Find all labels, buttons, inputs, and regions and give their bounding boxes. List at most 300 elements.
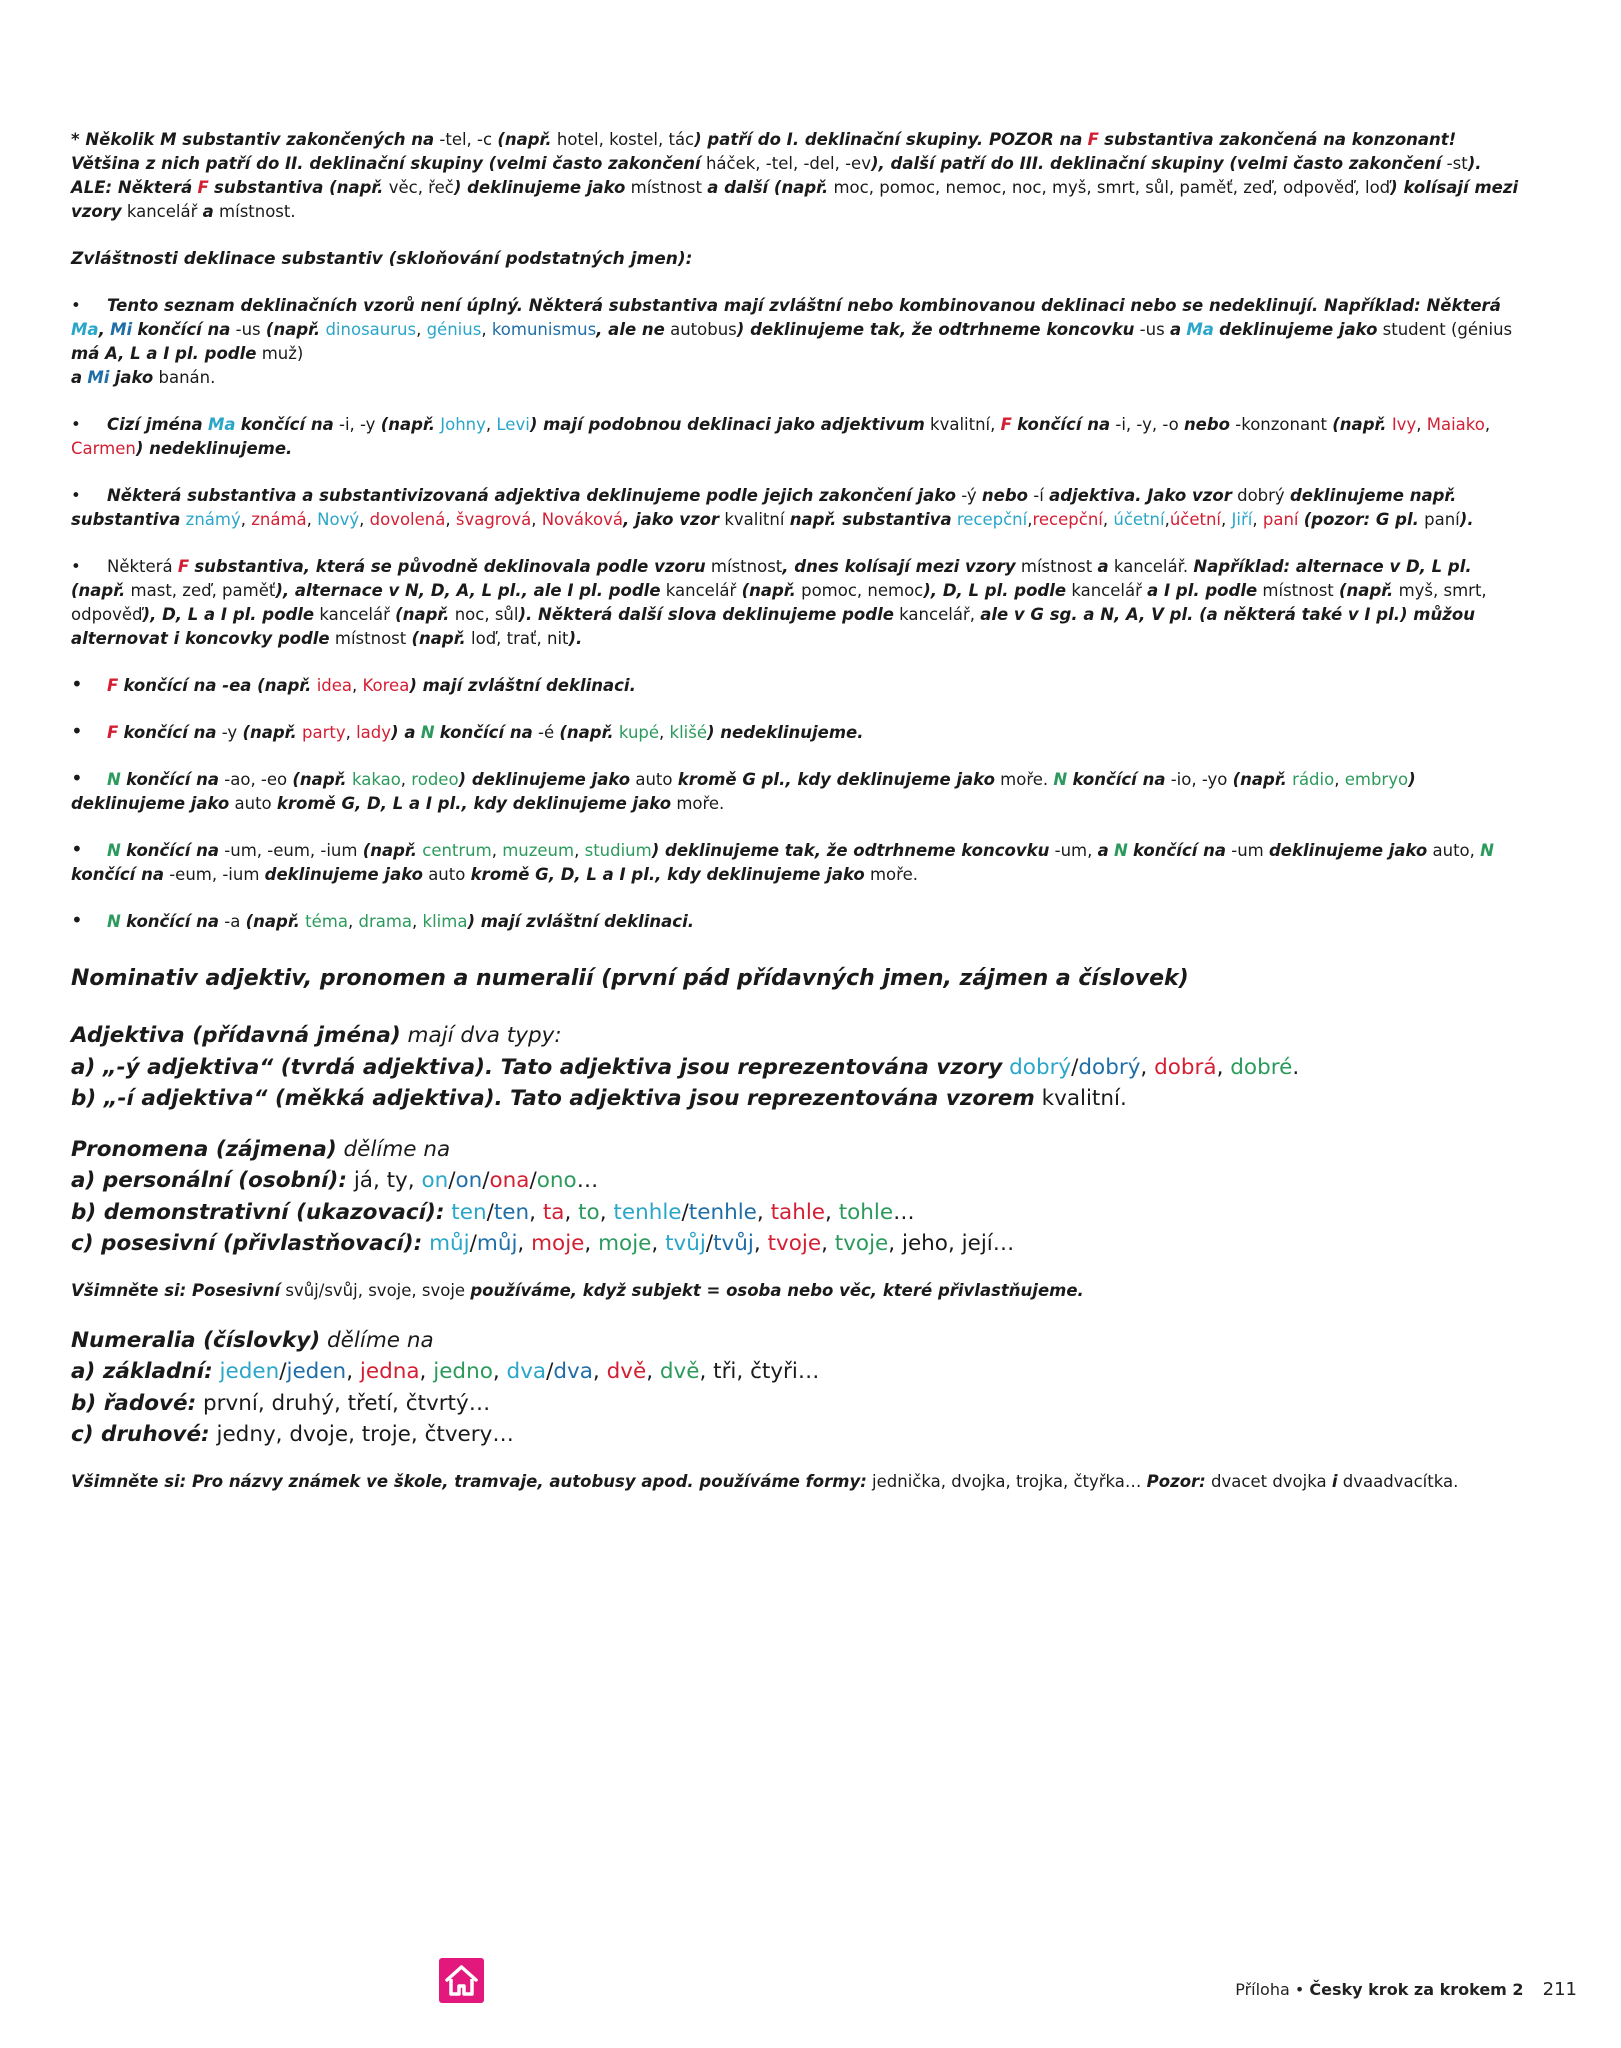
t: jako	[114, 368, 154, 387]
t: rodeo	[411, 770, 459, 789]
t: -um,	[1054, 841, 1093, 860]
t: dvě	[606, 1359, 647, 1384]
t: Maiako	[1426, 415, 1485, 434]
t: ,	[481, 320, 487, 339]
t: dvě	[659, 1359, 700, 1384]
t: N	[1053, 770, 1068, 789]
bullet-3	[71, 484, 1521, 532]
note-posesivni	[71, 1279, 1521, 1303]
t: to	[578, 1199, 600, 1225]
t: ,	[445, 510, 451, 529]
t: muž)	[261, 344, 304, 363]
t: kancelář	[1071, 581, 1142, 600]
nominativ-heading: Nominativ adjektiv, pronomen a numeralií (první pád přídavných jmen, zájmen a číslovek)	[71, 966, 1189, 991]
t: studium	[584, 841, 652, 860]
gender-tag: F	[1087, 130, 1099, 149]
t: lady	[356, 723, 392, 742]
t: ) patří do I. deklinační skupiny. POZOR na	[694, 130, 1083, 149]
numeralia-b	[71, 1388, 1521, 1420]
t: /	[1071, 1054, 1079, 1080]
t: Všimněte si: Posesivní	[71, 1280, 281, 1300]
t: Carmen	[71, 439, 136, 458]
t: b) „-í adjektiva“ (měkká adjektiva). Tato adjektiva jsou reprezentována vzorem	[71, 1086, 1035, 1111]
t: N	[107, 770, 121, 789]
t: ) deklinujeme tak, že odtrhneme koncovku	[736, 320, 1135, 339]
t: (např.	[245, 912, 300, 931]
t: dělíme na	[327, 1327, 434, 1353]
footer-section: Příloha	[1235, 1980, 1290, 1999]
t: Ivy	[1391, 415, 1417, 434]
t: ) a	[391, 723, 416, 742]
t: tenhle	[613, 1199, 682, 1225]
t: centrum	[422, 841, 492, 860]
t: Johny	[440, 415, 486, 434]
t: místnost	[630, 178, 702, 197]
t: ,	[347, 912, 354, 931]
t: švagrová	[455, 510, 532, 529]
t: ,	[574, 841, 580, 860]
t: kromě G, D, L a I pl., kdy deklinujeme jako	[276, 794, 672, 813]
t: -í	[1033, 486, 1044, 505]
t: účetní	[1169, 510, 1222, 529]
bullet-1	[71, 294, 1521, 390]
t: jedna	[359, 1359, 420, 1384]
t: první, druhý, třetí, čtvrtý…	[203, 1390, 491, 1416]
t: /	[448, 1168, 456, 1193]
t: (např.	[362, 841, 417, 860]
bullet-4	[71, 555, 1521, 651]
bullet-mark: •	[71, 908, 83, 932]
t: ) deklinujeme jako	[458, 770, 631, 789]
t: tvoje	[834, 1231, 889, 1256]
t: ). ALE: Některá	[71, 154, 1482, 197]
t: ,	[491, 841, 497, 860]
t: ,	[756, 1199, 764, 1225]
bullet-9	[71, 910, 1521, 934]
t: a) personální (osobní):	[71, 1168, 347, 1193]
t: ) nedeklinujeme.	[135, 439, 293, 458]
t: ,	[1102, 510, 1109, 529]
t: ,	[492, 1359, 500, 1384]
t: -ao, -eo	[224, 770, 288, 789]
t: Mi	[87, 368, 110, 387]
t: (např.	[292, 770, 347, 789]
t: končící na	[126, 770, 220, 789]
t: kancelář	[126, 202, 198, 221]
t: ,	[517, 1231, 525, 1256]
bullet-8	[71, 839, 1521, 887]
t: deklinujeme jako	[1219, 320, 1378, 339]
t: recepční	[1032, 510, 1103, 529]
t: Jiří	[1231, 510, 1253, 529]
t: (např.	[1232, 770, 1287, 789]
t: tenhle	[688, 1199, 757, 1225]
page-footer	[1235, 1979, 1577, 2000]
t: (např.	[411, 629, 466, 648]
t: moje	[598, 1231, 652, 1256]
t: kvalitní,	[930, 415, 996, 434]
t: tvůj	[665, 1231, 706, 1256]
t: věc, řeč	[388, 178, 454, 197]
t: a	[1097, 557, 1109, 576]
bullet-mark: •	[71, 672, 83, 696]
t: ono	[536, 1168, 577, 1193]
adjektiva-title	[71, 1020, 1521, 1052]
t: party	[301, 723, 346, 742]
t: -us	[235, 320, 261, 339]
t: ale v G sg. a N, A, V pl. (a některá také v I pl.) můžou alternovat i koncovky podle	[71, 605, 1475, 648]
t: ) deklinujeme tak, že odtrhneme koncovku	[651, 841, 1050, 860]
t: drama	[358, 912, 413, 931]
t: končící na	[1017, 415, 1111, 434]
t: , tři, čtyři…	[699, 1359, 820, 1384]
t: deklinujeme jako	[1269, 841, 1428, 860]
t: Ma	[207, 415, 236, 434]
t: ,	[359, 510, 365, 529]
t: -konzonant	[1235, 415, 1328, 434]
t: (např.	[497, 130, 552, 149]
t: ,	[1221, 510, 1227, 529]
t: ,	[346, 1359, 354, 1384]
t: Pozor:	[1146, 1471, 1206, 1491]
t: kromě G pl., kdy deklinujeme jako	[677, 770, 995, 789]
t: pomoc, nemoc	[801, 581, 924, 600]
t: paní	[1262, 510, 1299, 529]
t: F	[1000, 415, 1012, 434]
t: (např.	[380, 415, 435, 434]
t: i	[1331, 1471, 1338, 1491]
t: -tel, -c	[439, 130, 493, 149]
t: …	[893, 1199, 915, 1225]
t: ), D, L pl. podle	[923, 581, 1067, 600]
t: rádio	[1292, 770, 1335, 789]
t: -i, -y, -o	[1115, 415, 1179, 434]
t: Například: alternace v D, L pl. (např.	[71, 557, 1472, 600]
t: noc, sůl	[454, 605, 519, 624]
t: hotel, kostel, tác	[556, 130, 695, 149]
bullet-mark: •	[71, 766, 83, 790]
t: mají dva typy:	[407, 1023, 562, 1048]
t: nebo	[1183, 415, 1231, 434]
t: /	[546, 1359, 554, 1384]
home-icon-graphic	[439, 1958, 484, 2003]
t: ,	[599, 1199, 607, 1225]
numeralia-c	[71, 1419, 1521, 1451]
t: ,	[531, 510, 537, 529]
section-heading: Zvláštnosti deklinace substantiv (skloňování podstatných jmen):	[71, 249, 693, 269]
t: b) demonstrativní (ukazovací):	[71, 1199, 445, 1225]
t: jedno	[433, 1359, 493, 1384]
t: kancelář.	[1113, 557, 1189, 576]
t: a	[202, 202, 214, 221]
t: ta	[542, 1199, 565, 1225]
t: moře.	[1000, 770, 1049, 789]
t: banán.	[158, 368, 216, 387]
t: ,	[1252, 510, 1258, 529]
t: auto	[234, 794, 272, 813]
t: místnost	[334, 629, 407, 648]
t: jedny, dvoje, troje, čtvery…	[216, 1422, 514, 1447]
t: moře.	[676, 794, 725, 813]
t: ,	[584, 1231, 592, 1256]
t: a	[71, 368, 83, 387]
t: , ale ne	[596, 320, 665, 339]
t: můj	[476, 1231, 518, 1256]
t: ), další patří do III. deklinační skupiny (velmi často zakončení	[870, 154, 1442, 173]
t: F	[107, 723, 119, 742]
t: ) kolísají mezi vzory	[71, 178, 1519, 221]
t: ten	[493, 1199, 530, 1225]
t: ,	[1164, 510, 1170, 529]
adjektiva-b	[71, 1083, 1521, 1115]
t: známý	[185, 510, 241, 529]
t: student (génius	[1382, 320, 1513, 339]
t: dobré	[1230, 1054, 1293, 1080]
pronomena-c	[71, 1228, 1521, 1260]
t: končící na	[137, 320, 231, 339]
t: a I pl. podle	[1147, 581, 1258, 600]
t: F	[177, 557, 190, 576]
t: můj	[429, 1231, 470, 1256]
t: a	[1097, 841, 1109, 860]
t: jeden	[219, 1359, 280, 1384]
t: já, ty,	[353, 1168, 415, 1193]
t: (pozor: G pl.	[1303, 510, 1419, 529]
t: a další (např.	[707, 178, 829, 197]
t: -eum, -ium	[169, 865, 260, 884]
t: Pronomena (zájmena)	[71, 1136, 337, 1162]
t: téma	[305, 912, 348, 931]
t: ) mají zvláštní deklinaci.	[467, 912, 694, 931]
t: N	[107, 841, 121, 860]
t: tvoje	[767, 1231, 822, 1256]
bullet-5	[71, 674, 1521, 698]
t: adjektiva. Jako vzor	[1049, 486, 1232, 505]
t: místnost	[1262, 581, 1334, 600]
t: ,	[529, 1199, 536, 1225]
t: auto,	[1432, 841, 1475, 860]
t: dva	[506, 1359, 547, 1384]
t: a	[1169, 320, 1182, 339]
t: (např.	[395, 605, 450, 624]
t: Ma	[1186, 320, 1214, 339]
t: dvaadvacítka.	[1342, 1471, 1459, 1491]
t: /	[279, 1359, 287, 1384]
t: ten	[451, 1199, 487, 1225]
t: deklinujeme např. substantiva	[71, 486, 1457, 529]
t: komunismus	[491, 320, 597, 339]
t: muzeum	[502, 841, 575, 860]
bullet-7	[71, 768, 1521, 816]
t: končící na	[1133, 841, 1227, 860]
t: , dnes kolísají mezi vzory	[782, 557, 1016, 576]
t: ) deklinujeme jako	[453, 178, 626, 197]
note-znamky	[71, 1470, 1521, 1494]
t: kromě G, D, L a I pl., kdy deklinujeme jako	[470, 865, 865, 884]
t: -ý	[961, 486, 977, 505]
t: ,	[485, 415, 492, 434]
adjektiva-a	[71, 1052, 1521, 1084]
t: ,	[240, 510, 246, 529]
t: c) posesivní (přivlastňovací):	[71, 1231, 423, 1256]
t: -io, -yo	[1170, 770, 1228, 789]
t: a) „-ý adjektiva“ (tvrdá adjektiva). Tato adjektiva jsou reprezentována vzory	[71, 1054, 1003, 1080]
t: ) nedeklinujeme.	[707, 723, 864, 742]
t: (např.	[242, 723, 297, 742]
bullet-2	[71, 413, 1521, 461]
bullet-mark: •	[71, 837, 83, 861]
t: kancelář	[319, 605, 390, 624]
t: c) druhové:	[71, 1422, 210, 1447]
t: -um, -eum, -ium	[224, 841, 358, 860]
t: ).	[1459, 510, 1474, 529]
t: ona	[489, 1168, 530, 1193]
t: (např.	[1332, 415, 1387, 434]
adjektiva-block	[71, 1020, 1521, 1115]
numeralia-title	[71, 1325, 1521, 1357]
t: -st	[1446, 154, 1468, 173]
t: ,	[592, 1359, 600, 1384]
numeralia-block	[71, 1325, 1521, 1451]
t: /	[469, 1231, 477, 1256]
t: háček, -tel, -del, -ev	[705, 154, 871, 173]
t: místnost.	[219, 202, 296, 221]
bullet-mark: •	[71, 557, 81, 576]
t: ,	[400, 770, 407, 789]
t: ,	[821, 1231, 828, 1256]
bullet-mark: •	[71, 486, 81, 505]
t: kancelář,	[899, 605, 975, 624]
t: (např.	[559, 723, 614, 742]
t: končící na	[240, 415, 334, 434]
t: , jeho, její…	[888, 1231, 1015, 1256]
bullet-6	[71, 721, 1521, 745]
home-icon[interactable]	[439, 1958, 484, 2003]
t: deklinujeme jako	[264, 865, 423, 884]
t: ,	[1484, 415, 1491, 434]
t: -a	[224, 912, 241, 931]
t: klima	[422, 912, 468, 931]
t: auto	[635, 770, 673, 789]
gender-tag: F	[197, 178, 209, 197]
t: Některá substantiva a substantivizovaná adjektiva deklinujeme podle jejich zakončení jako	[107, 486, 956, 505]
t: účetní	[1113, 510, 1165, 529]
t: idea	[316, 676, 353, 695]
t: moře.	[869, 865, 918, 884]
t: , jako vzor	[622, 510, 720, 529]
t: Tento seznam deklinačních vzorů není úplný. Některá substantiva mají zvláštní nebo kombinovanou deklinaci nebo se nedeklinují. Například: Některá	[107, 296, 1501, 315]
t: ,	[1027, 510, 1033, 529]
t: ,	[352, 676, 358, 695]
t: Některá	[107, 557, 173, 576]
t: ) mají zvláštní deklinaci.	[409, 676, 636, 695]
t: jeden	[286, 1359, 347, 1384]
t: Nováková	[541, 510, 623, 529]
bullet-mark: •	[71, 296, 81, 315]
t: Ma	[71, 320, 99, 339]
t: místnost	[710, 557, 783, 576]
t: Adjektiva (přídavná jména)	[71, 1023, 401, 1048]
t: ,	[1140, 1054, 1148, 1080]
t: Všimněte si: Pro názvy známek ve škole, tramvaje, autobusy apod. používáme formy:	[71, 1471, 867, 1491]
t: má A, L a I pl. podle	[71, 344, 257, 363]
t: loď, trať, nit	[471, 629, 569, 648]
page-content	[71, 128, 1521, 1516]
t: Cizí jména	[107, 415, 203, 434]
t: ,	[416, 320, 422, 339]
t: Levi	[496, 415, 530, 434]
t: ,	[651, 1231, 659, 1256]
t: on	[421, 1168, 449, 1193]
t: * Několik M substantiv zakončených na	[71, 130, 435, 149]
t: ). Některá další slova deklinujeme podle	[518, 605, 894, 624]
t: končící na	[123, 723, 217, 742]
t: -us	[1139, 320, 1165, 339]
t: dovolená	[369, 510, 446, 529]
t: -y	[221, 723, 238, 742]
t: ,	[753, 1231, 761, 1256]
t: -i, -y	[338, 415, 376, 434]
intro-note	[71, 128, 1521, 224]
t: ,	[98, 320, 105, 339]
t: paní	[1424, 510, 1460, 529]
t: kupé	[618, 723, 660, 742]
t: dobrý	[1009, 1054, 1072, 1080]
numeralia-a	[71, 1356, 1521, 1388]
t: tahle	[770, 1199, 826, 1225]
t: substantiva zakončená na konzonant! Většina z nich patří do II. deklinační skupiny (velmi často zakončení	[71, 130, 1457, 173]
t: kancelář	[665, 581, 737, 600]
t: N	[107, 912, 121, 931]
t: Korea	[362, 676, 410, 695]
t: tvůj	[713, 1231, 754, 1256]
t: kvalitní	[724, 510, 785, 529]
t: kvalitní.	[1041, 1086, 1127, 1111]
t: /	[486, 1199, 494, 1225]
t: N	[1480, 841, 1494, 860]
t: ,	[412, 912, 418, 931]
t: .	[1292, 1054, 1300, 1080]
pronomena-title	[71, 1134, 1521, 1166]
t: ) mají podobnou deklinaci jako adjektivum	[529, 415, 925, 434]
t: ,	[659, 723, 665, 742]
t: embryo	[1344, 770, 1409, 789]
t: ,	[825, 1199, 832, 1225]
t: (např.	[265, 320, 321, 339]
t: …	[576, 1168, 599, 1193]
t: ).	[568, 629, 583, 648]
t: substantiva (např.	[214, 178, 384, 197]
t: on	[455, 1168, 483, 1193]
t: dobrý	[1237, 486, 1285, 505]
t: autobus	[670, 320, 737, 339]
t: (např.	[1339, 581, 1394, 600]
t: recepční	[956, 510, 1028, 529]
t: N	[1113, 841, 1128, 860]
t: kakao	[351, 770, 401, 789]
t: ,	[306, 510, 312, 529]
t: F	[107, 676, 119, 695]
t: ,	[646, 1359, 654, 1384]
t: substantiva, která se původně deklinovala podle vzoru	[194, 557, 706, 576]
t: končící na -ea (např.	[123, 676, 312, 695]
t: jednička, dvojka, trojka, čtyřka…	[872, 1471, 1142, 1491]
t: a) základní:	[71, 1359, 213, 1384]
page-number: 211	[1542, 1979, 1577, 2000]
t: končící na	[126, 841, 220, 860]
t: Nový	[317, 510, 360, 529]
t: končící na	[126, 912, 220, 931]
